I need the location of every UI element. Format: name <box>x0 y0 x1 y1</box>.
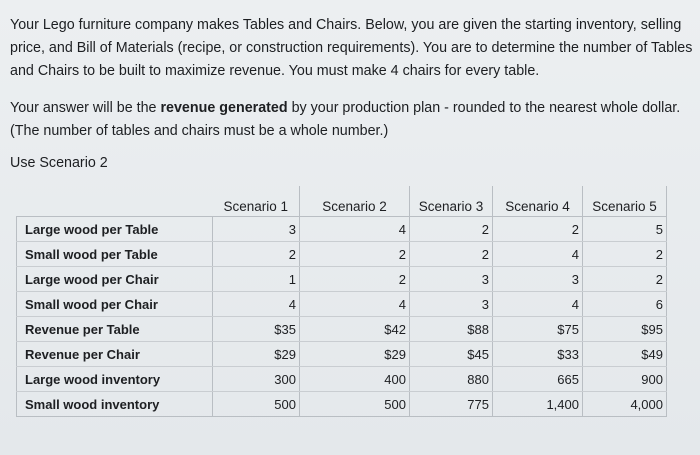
table-cell: 500 <box>300 392 410 417</box>
table-row <box>17 392 667 417</box>
table-cell: 3 <box>493 267 583 292</box>
table-cell: 3 <box>410 292 493 317</box>
table-cell: $95 <box>583 317 667 342</box>
table-cell: 880 <box>410 367 493 392</box>
table-cell: $33 <box>493 342 583 367</box>
table-cell: 2 <box>493 217 583 242</box>
answer-instructions-bold: revenue generated <box>160 100 288 116</box>
row-label: Small wood inventory <box>17 392 213 417</box>
table-cell: 400 <box>300 367 410 392</box>
table-cell: 2 <box>583 242 667 267</box>
table-cell: 4 <box>213 292 300 317</box>
header-blank <box>17 186 213 217</box>
table-cell: 2 <box>410 242 493 267</box>
scenario-table <box>16 186 667 417</box>
answer-instructions-part2: by your production plan - rounded to the nearest whole dollar. (The number of tables and chairs must be a whole number.) <box>10 100 681 139</box>
table-cell: $29 <box>213 342 300 367</box>
table-row <box>17 367 667 392</box>
table-cell: 4 <box>300 292 410 317</box>
table-cell: $35 <box>213 317 300 342</box>
table-cell: 775 <box>410 392 493 417</box>
table-cell: 1,400 <box>493 392 583 417</box>
table-cell: $45 <box>410 342 493 367</box>
table-cell: 2 <box>300 267 410 292</box>
header-scenario-2: Scenario 2 <box>300 186 410 217</box>
table-row <box>17 342 667 367</box>
table-row <box>17 267 667 292</box>
table-row <box>17 242 667 267</box>
row-label: Revenue per Table <box>17 317 213 342</box>
table-row <box>17 317 667 342</box>
table-cell: 3 <box>410 267 493 292</box>
table-cell: 5 <box>583 217 667 242</box>
row-label: Revenue per Chair <box>17 342 213 367</box>
table-cell: 2 <box>213 242 300 267</box>
table-cell: $75 <box>493 317 583 342</box>
table-cell: 6 <box>583 292 667 317</box>
table-cell: 4 <box>493 292 583 317</box>
table-cell: $49 <box>583 342 667 367</box>
table-cell: 665 <box>493 367 583 392</box>
table-row <box>17 217 667 242</box>
table-cell: 3 <box>213 217 300 242</box>
answer-instructions-part1: Your answer will be the <box>10 100 161 116</box>
table-cell: $29 <box>300 342 410 367</box>
header-scenario-3: Scenario 3 <box>410 186 493 217</box>
table-cell: 4 <box>300 217 410 242</box>
table-cell: 1 <box>213 267 300 292</box>
row-label: Large wood per Chair <box>17 267 213 292</box>
table-cell: 500 <box>213 392 300 417</box>
table-cell: 2 <box>410 217 493 242</box>
scenario-instruction: Use Scenario 2 <box>10 155 108 171</box>
table-cell: 900 <box>583 367 667 392</box>
problem-description: Your Lego furniture company makes Tables and Chairs. Below, you are given the starting inventory, selling price, and Bill of Materials (recipe, or construction requirements). You are to determine the number of Tables and Chairs to be built to maximize revenue. You must make 4 chairs for every table. <box>10 17 693 79</box>
table-cell: 4 <box>493 242 583 267</box>
row-label: Small wood per Chair <box>17 292 213 317</box>
header-scenario-4: Scenario 4 <box>493 186 583 217</box>
table-cell: 2 <box>583 267 667 292</box>
table-cell: $88 <box>410 317 493 342</box>
table-header-row <box>17 186 667 217</box>
table-cell: 300 <box>213 367 300 392</box>
row-label: Large wood inventory <box>17 367 213 392</box>
header-scenario-5: Scenario 5 <box>583 186 667 217</box>
table-cell: $42 <box>300 317 410 342</box>
header-scenario-1: Scenario 1 <box>213 186 300 217</box>
answer-instructions <box>10 97 694 143</box>
table-cell: 2 <box>300 242 410 267</box>
row-label: Large wood per Table <box>17 217 213 242</box>
row-label: Small wood per Table <box>17 242 213 267</box>
table-row <box>17 292 667 317</box>
table-cell: 4,000 <box>583 392 667 417</box>
